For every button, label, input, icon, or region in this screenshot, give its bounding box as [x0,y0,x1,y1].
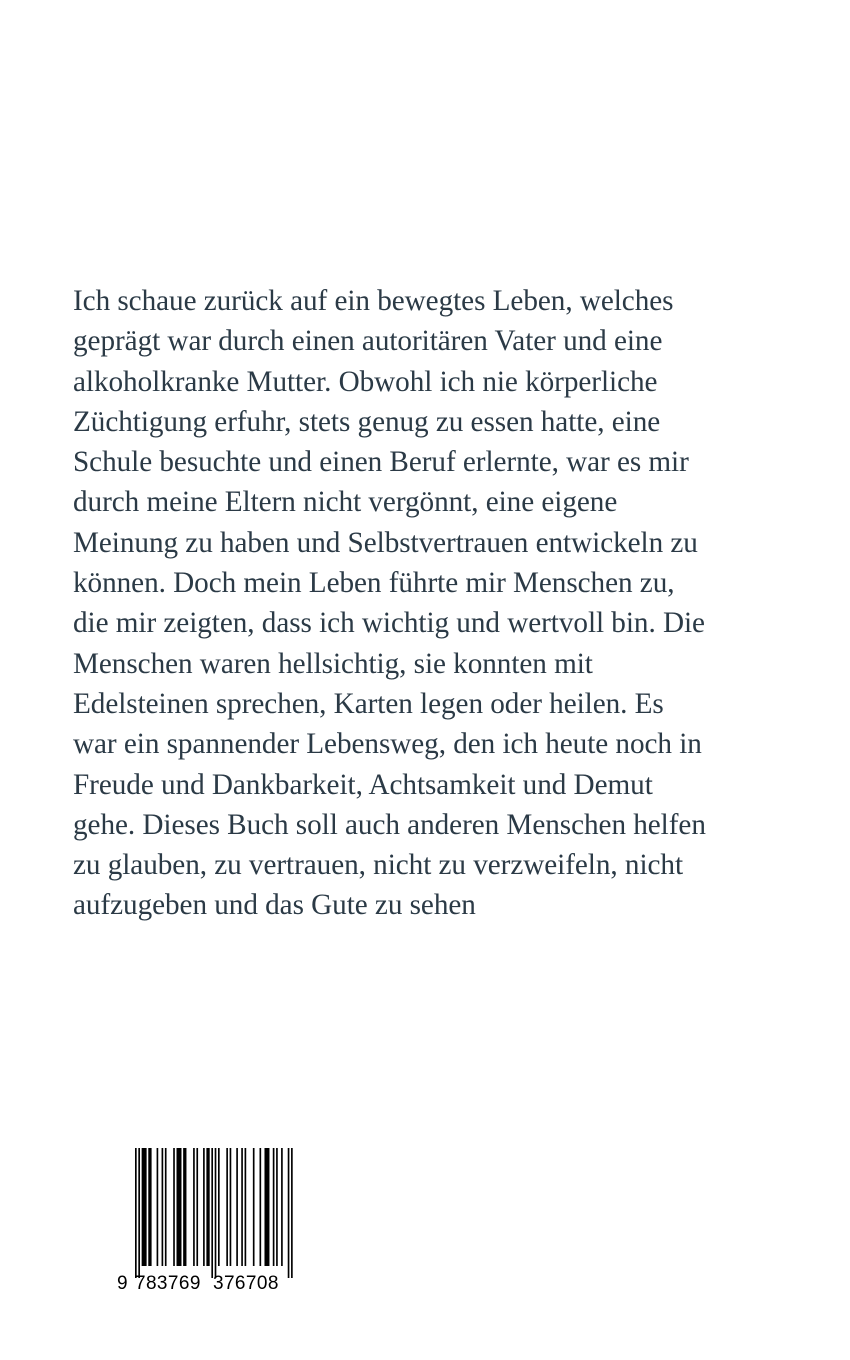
blurb-line: Edelsteinen sprechen, Karten legen oder heilen. Es [73,687,664,720]
isbn-left-digits: 783769 [135,1273,201,1294]
blurb-line: Freude und Dankbarkeit, Achtsamkeit und Demut [73,768,653,801]
barcode-guard-bar [138,1148,140,1278]
barcode-bar [196,1148,198,1266]
barcode-bar [165,1148,167,1266]
barcode-bar [281,1148,283,1266]
barcode-bar [177,1148,182,1266]
barcode-guard-bar [215,1148,217,1278]
blurb-text [73,281,793,926]
blurb-line: alkoholkranke Mutter. Obwohl ich nie körperliche [73,365,658,398]
barcode-bar [273,1148,275,1266]
isbn-right-digits: 376708 [213,1273,279,1294]
barcode-bar [142,1148,147,1266]
barcode-bar [264,1148,269,1266]
blurb-line: Menschen waren hellsichtig, sie konnten mit [73,647,593,680]
barcode-bar [157,1148,159,1266]
blurb-line: können. Doch mein Leben führte mir Menschen zu, [73,567,675,600]
barcode-bar [226,1148,228,1266]
barcode-bar [253,1148,255,1266]
barcode-guard-bar [291,1148,293,1278]
barcode-bars [117,1148,293,1280]
blurb-line: gehe. Dieses Buch soll auch anderen Menschen helfen [73,808,706,841]
barcode-bar [148,1148,151,1266]
barcode-bar [230,1148,232,1266]
blurb-line: Schule besuchte und einen Beruf erlernte, war es mir [73,446,689,479]
isbn-number [117,1270,293,1298]
blurb-line: Meinung zu haben und Selbstvertrauen entwickeln zu [73,526,698,559]
barcode-bar [241,1148,243,1266]
barcode-bar [276,1148,278,1266]
blurb-line: die mir zeigten, dass ich wichtig und wertvoll bin. Die [73,607,705,640]
blurb-line: Züchtigung erfuhr, stets genug zu essen hatte, eine [73,405,661,438]
barcode-bar [236,1148,238,1266]
barcode-bar [203,1148,205,1266]
barcode-bar [218,1148,220,1266]
isbn-lead-digit: 9 [117,1273,128,1294]
barcode-guard-bar [135,1148,137,1278]
blurb-line: durch meine Eltern nicht vergönnt, eine eigene [73,486,618,519]
isbn-barcode [117,1148,293,1300]
barcode-bar [245,1148,247,1266]
barcode-bar [173,1148,175,1266]
barcode-guard-bar [288,1148,290,1278]
barcode-bar [193,1148,195,1266]
blurb-line: zu glauben, zu vertrauen, nicht zu verzweifeln, nicht [73,849,684,882]
blurb-line: aufzugeben und das Gute zu sehen [73,889,476,922]
barcode-bar [162,1148,164,1266]
blurb-line: Ich schaue zurück auf ein bewegtes Leben, welches [73,285,674,317]
barcode-guard-bar [211,1148,213,1278]
barcode-bar [260,1148,262,1266]
blurb-line: war ein spannender Lebensweg, den ich heute noch in [73,728,702,761]
blurb-line: geprägt war durch einen autoritären Vater und eine [73,325,663,358]
barcode-bar [206,1148,209,1266]
barcode-bar [183,1148,186,1266]
